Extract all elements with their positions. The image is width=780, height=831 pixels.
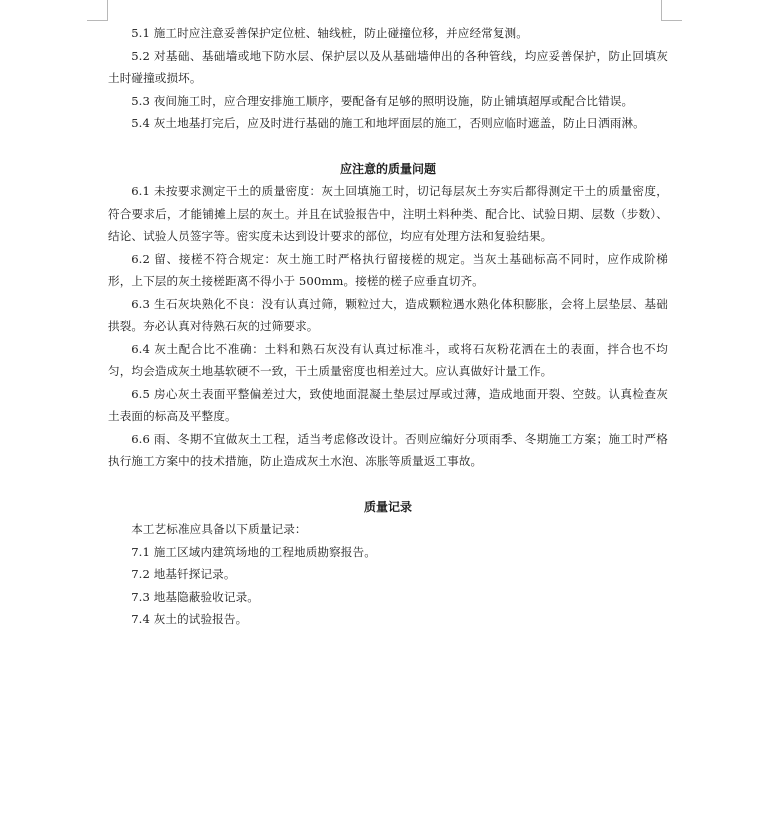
paragraph-7-4: 7.4 灰土的试验报告。 <box>131 612 248 626</box>
paragraph-6-2: 6.2 留、接槎不符合规定：灰土施工时严格执行留接槎的规定。当灰土基础标高不同时，应作成阶梯形，上下层的灰土接槎距离不得小于 500mm。接槎的槎子应垂直切齐。 <box>108 251 668 288</box>
crop-mark-top-right-horizontal <box>661 20 682 21</box>
paragraph-6-3: 6.3 生石灰块熟化不良：没有认真过筛，颗粒过大，造成颗粒遇水熟化体积膨胀，会将上层垫层、基础拱裂。夯必认真对待熟石灰的过筛要求。 <box>108 296 668 333</box>
paragraph-6-1: 6.1 未按要求测定干土的质量密度：灰土回填施工时，切记每层灰土夯实后都得测定干土的质量密度，符合要求后，才能铺摊上层的灰土。并且在试验报告中，注明土料种类、配合比、试验日期、层数（步数）、结论、试验人员签字等。密实度未达到设计要求的部位，均应有处理方法和复验结果。 <box>108 184 668 243</box>
paragraph-records-intro: 本工艺标准应具备以下质量记录： <box>131 522 307 536</box>
crop-mark-top-left-horizontal <box>87 20 108 21</box>
paragraph-5-4: 5.4 灰土地基打完后，应及时进行基础的施工和地坪面层的施工，否则应临时遮盖，防止日洒雨淋。 <box>131 116 645 130</box>
paragraph-7-3: 7.3 地基隐蔽验收记录。 <box>131 589 259 604</box>
section-heading-quality-records: 质量记录 <box>363 499 412 514</box>
paragraph-6-5: 6.5 房心灰土表面平整偏差过大，致使地面混凝土垫层过厚或过薄，造成地面开裂、空鼓。认真检查灰土表面的标高及平整度。 <box>108 386 668 423</box>
section-heading-quality-issues: 应注意的质量问题 <box>339 161 436 176</box>
paragraph-5-2: 5.2 对基础、基础墙或地下防水层、保护层以及从基础墙伸出的各种管线，均应妥善保护，防止回填灰土时碰撞或损坏。 <box>108 48 668 85</box>
paragraph-6-4: 6.4 灰土配合比不准确：土料和熟石灰没有认真过标准斗，或将石灰粉花洒在土的表面，拌合也不均匀，均会造成灰土地基软硬不一致，干土质量密度也相差过大。应认真做好计量工作。 <box>108 341 668 378</box>
crop-mark-top-left-vertical <box>107 0 108 20</box>
paragraph-5-1: 5.1 施工时应注意妥善保护定位桩、轴线桩，防止碰撞位移，并应经常复测。 <box>131 26 528 40</box>
crop-mark-top-right-vertical <box>661 0 662 20</box>
document-body <box>108 22 668 631</box>
paragraph-6-6: 6.6 雨、冬期不宜做灰土工程，适当考虑修改设计。否则应编好分项雨季、冬期施工方案；施工时严格执行施工方案中的技术措施，防止造成灰土水泡、冻胀等质量返工事故。 <box>108 431 668 468</box>
paragraph-7-2: 7.2 地基钎探记录。 <box>131 567 236 581</box>
paragraph-7-1: 7.1 施工区域内建筑场地的工程地质勘察报告。 <box>131 544 376 559</box>
paragraph-5-3: 5.3 夜间施工时，应合理安排施工顺序，要配备有足够的照明设施，防止铺填超厚或配合比错误。 <box>131 93 634 108</box>
